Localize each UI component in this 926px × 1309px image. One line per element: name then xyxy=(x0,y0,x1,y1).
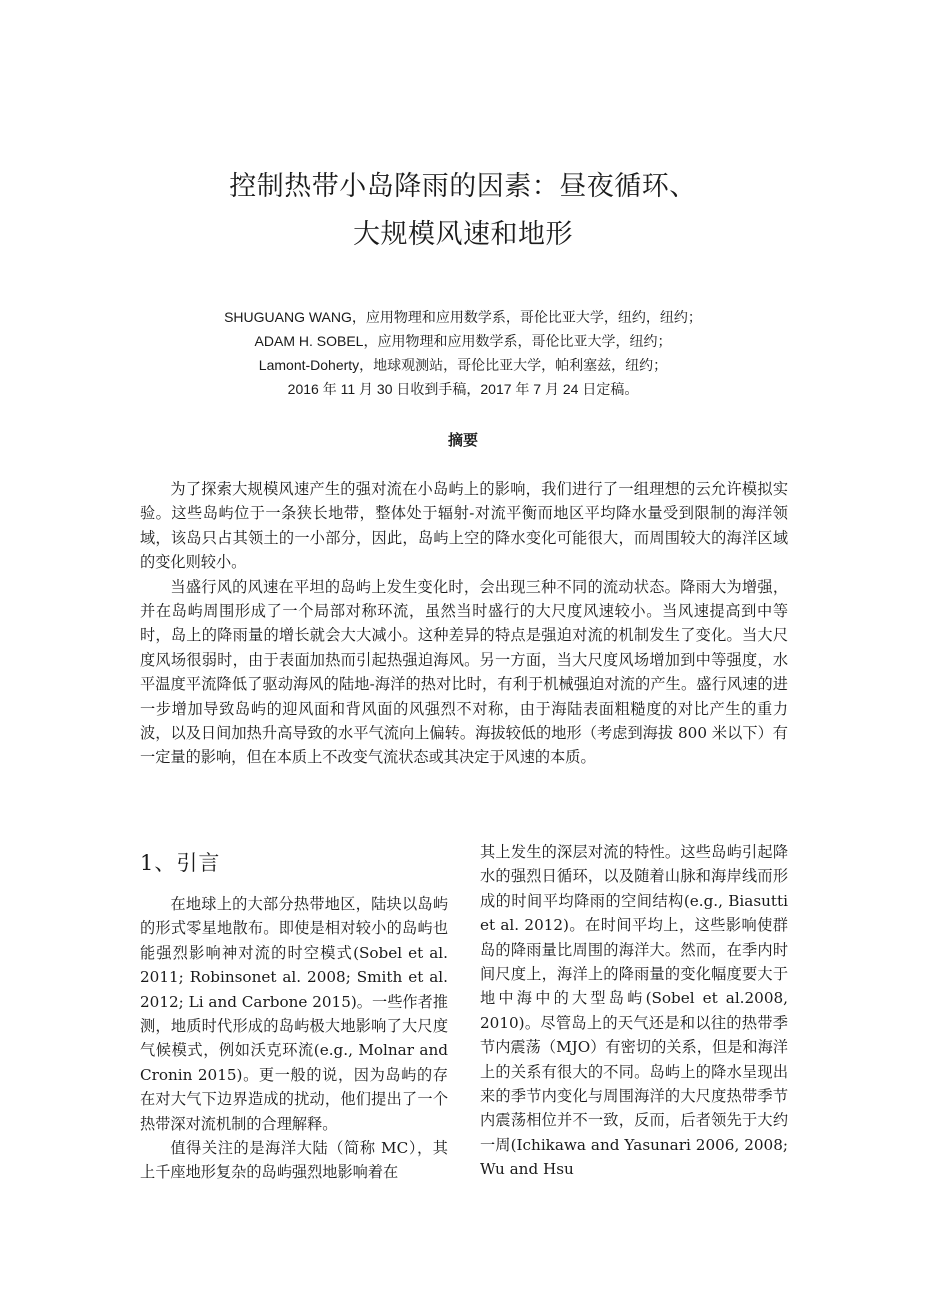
abstract-body xyxy=(140,477,788,770)
manuscript-dates: 2016 年 11 月 30 日收到手稿，2017 年 7 月 24 日定稿。 xyxy=(287,381,639,397)
right-column xyxy=(480,840,788,1180)
abstract-paragraph-1: 为了探索大规模风速产生的强对流在小岛屿上的影响，我们进行了一组理想的云允许模拟实验。这些岛屿位于一条狭长地带，整体处于辐射-对流平衡而地区平均降水量受到限制的海洋领域，该岛只占其领土的一小部分，因此，岛屿上空的降水变化可能很大，而周围较大的海洋区域的变化则较小。 xyxy=(140,480,788,572)
left-column-body xyxy=(140,892,448,1192)
intro-paragraph-1: 在地球上的大部分热带地区，陆块以岛屿的形式零星地散布。即使是相对较小的岛屿也能强烈影响神对流的时空模式(Sobel et al. 2011; Robinsonet al. 2008; Smith et al. 2012; Li and Carbone 2015)。一些作者推测，地质时代形成的岛屿极大地影响了大尺度气候模式，例如沃克环流(e.g., Molnar and Cronin 2015)。更一般的说，因为岛屿的存在对大气下边界造成的扰动，他们提出了一个热带深对流机制的合理解释。 xyxy=(140,895,448,1133)
right-column-text: 其上发生的深层对流的特性。这些岛屿引起降水的强烈日循环，以及随着山脉和海岸线而形成的时间平均降雨的空间结构(e.g., Biasutti et al. 2012)。在时间平均上，这些影响使群岛的降雨量比周围的海洋大。然而，在季内时间尺度上，海洋上的降雨量的变化幅度要大于地中海中的大型岛屿(Sobel et al.2008, 2010)。尽管岛上的天气还是和以往的热带季节内震荡（MJO）有密切的关系，但是和海洋上的关系有很大的不同。岛屿上的降水呈现出来的季节内变化与周围海洋的大尺度热带季节内震荡相位并不一致，反而，后者领先于大约一周(Ichikawa and Yasunari 2006, 2008; Wu and Hsu xyxy=(480,843,788,1179)
author-line-3: Lamont-Doherty，地球观测站，哥伦比亚大学，帕利塞兹，纽约； xyxy=(258,357,668,373)
author-line-2: ADAM H. SOBEL，应用物理和应用数学系，哥伦比亚大学，纽约； xyxy=(254,333,672,349)
author-line-1: SHUGUANG WANG，应用物理和应用数学系，哥伦比亚大学，纽约，纽约； xyxy=(224,309,702,325)
left-column xyxy=(140,838,448,1192)
abstract-paragraph-2: 当盛行风的风速在平坦的岛屿上发生变化时，会出现三种不同的流动状态。降雨大为增强，并在岛屿周围形成了一个局部对称环流，虽然当时盛行的大尺度风速较小。当风速提高到中等时，岛上的降雨量的增长就会大大减小。这种差异的特点是强迫对流的机制发生了变化。当大尺度风场很弱时，由于表面加热而引起热强迫海风。另一方面，当大尺度风场增加到中等强度，水平温度平流降低了驱动海风的陆地-海洋的热对比时，有利于机械强迫对流的产生。盛行风速的进一步增加导致岛屿的迎风面和背风面的风强烈不对称，由于海陆表面粗糙度的对比产生的重力波，以及日间加热升高导致的水平气流向上偏转。海拔较低的地形（考虑到海拔 800 米以下）有一定量的影响，但在本质上不改变气流状态或其决定于风速的本质。 xyxy=(140,577,788,767)
abstract-heading: 摘要 xyxy=(447,431,478,449)
author-affiliations xyxy=(0,305,926,401)
intro-paragraph-2: 值得关注的是海洋大陆（简称 MC），其上千座地形复杂的岛屿强烈地影响着在 xyxy=(140,1139,448,1182)
section-1-heading: 1、引言 xyxy=(140,851,221,875)
paper-title-line2: 大规模风速和地形 xyxy=(353,219,573,250)
paper-title-line1: 控制热带小岛降雨的因素：昼夜循环、 xyxy=(229,171,697,202)
